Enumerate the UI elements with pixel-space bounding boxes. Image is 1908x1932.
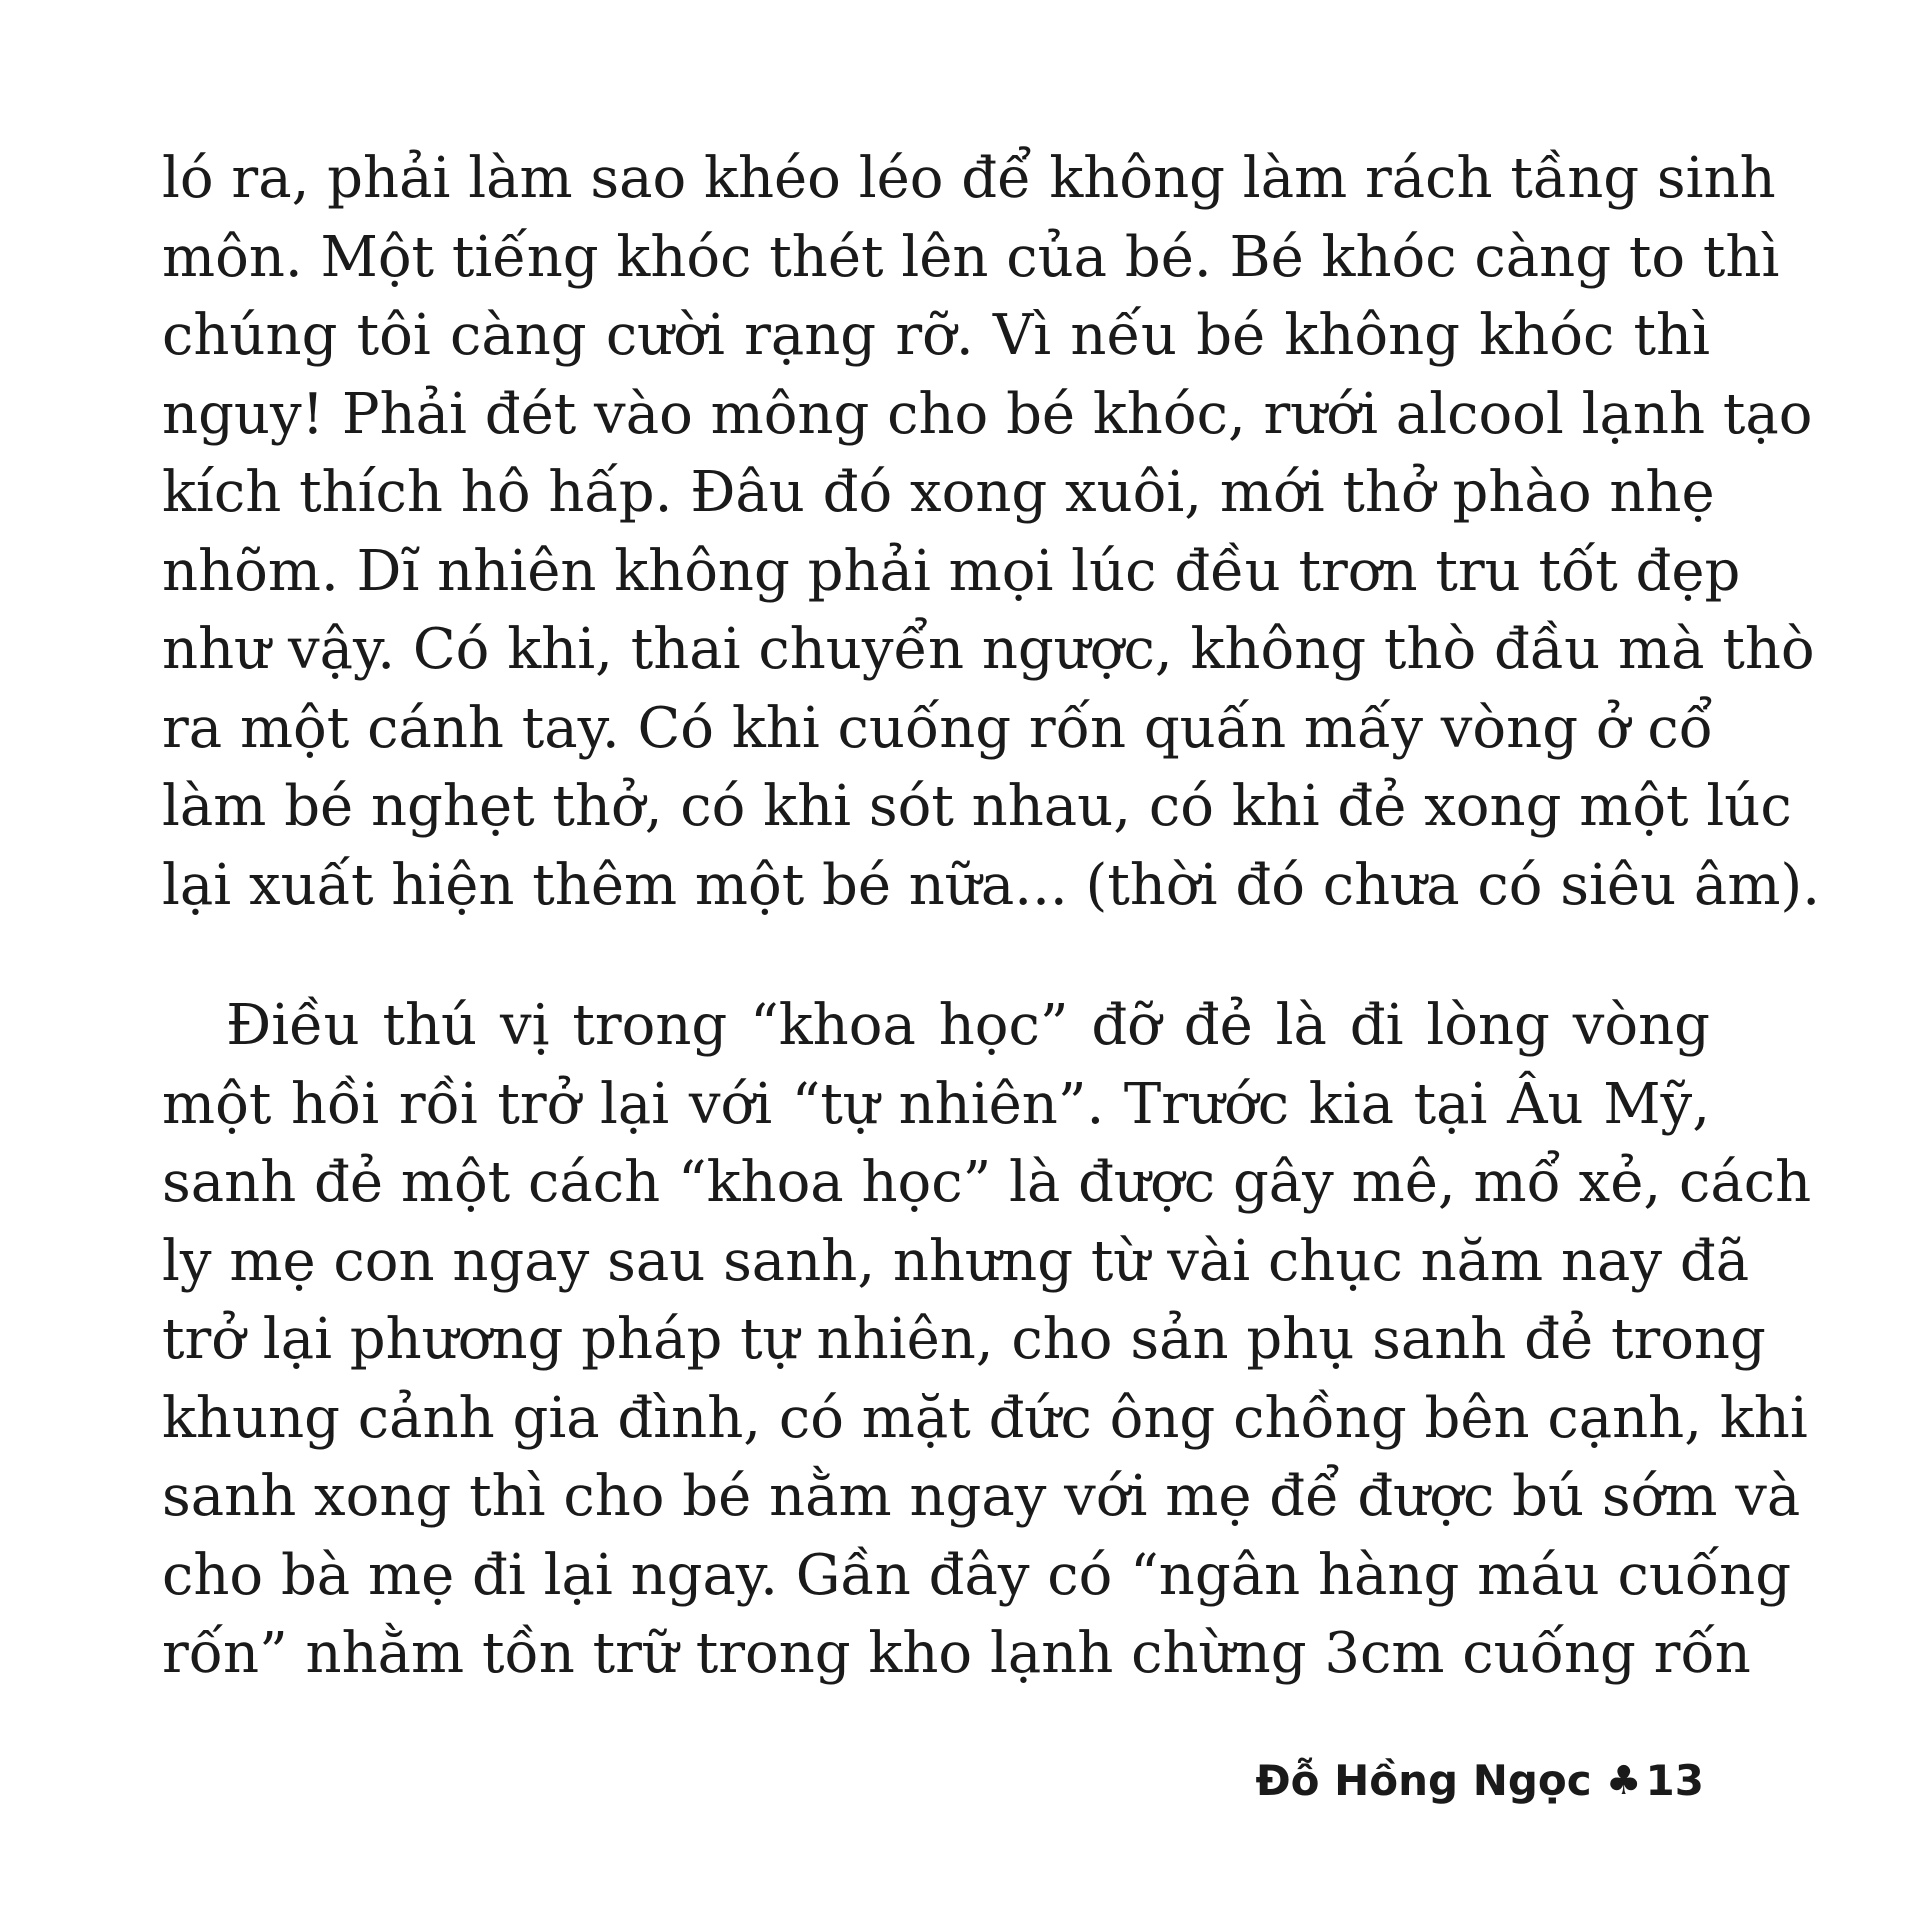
author-name: Đỗ Hồng Ngọc: [1255, 1756, 1592, 1805]
text-line: làm bé nghẹt thở, có khi sót nhau, có khi đẻ xong một lúc: [162, 774, 1792, 839]
page-number-group: [1606, 1755, 1704, 1807]
paragraph-gap: [162, 925, 1710, 987]
text-line: trở lại phương pháp tự nhiên, cho sản phụ sanh đẻ trong: [162, 1307, 1766, 1372]
paragraph-1: [162, 140, 1821, 925]
paragraph-2: [162, 987, 1812, 1694]
text-line: Điều thú vị trong “khoa học” đỡ đẻ là đi lòng vòng: [226, 993, 1710, 1058]
text-line: nguy! Phải đét vào mông cho bé khóc, rưới alcool lạnh tạo: [162, 381, 1813, 447]
text-line: sanh xong thì cho bé nằm ngay với mẹ để được bú sớm và: [162, 1464, 1801, 1529]
text-line: nhõm. Dĩ nhiên không phải mọi lúc đều trơn tru tốt đẹp: [162, 538, 1741, 604]
text-line: khung cảnh gia đình, có mặt đức ông chồng bên cạnh, khi: [162, 1385, 1808, 1451]
text-line: chúng tôi càng cười rạng rỡ. Vì nếu bé không khóc thì: [162, 303, 1710, 368]
text-line: rốn” nhằm tồn trữ trong kho lạnh chừng 3cm cuống rốn: [162, 1621, 1751, 1686]
text-line: ra một cánh tay. Có khi cuống rốn quấn mấy vòng ở cổ: [162, 695, 1713, 761]
text-line: ló ra, phải làm sao khéo léo để không làm rách tầng sinh: [162, 146, 1776, 211]
text-line: lại xuất hiện thêm một bé nữa... (thời đó chưa có siêu âm).: [162, 852, 1821, 918]
text-line: môn. Một tiếng khóc thét lên của bé. Bé khóc càng to thì: [162, 224, 1780, 290]
text-line: sanh đẻ một cách “khoa học” là được gây mê, mổ xẻ, cách: [162, 1150, 1812, 1215]
body-text: [162, 140, 1821, 1694]
text-line: kích thích hô hấp. Đâu đó xong xuôi, mới thở phào nhẹ: [162, 460, 1715, 525]
text-line: một hồi rồi trở lại với “tự nhiên”. Trước kia tại Âu Mỹ,: [162, 1071, 1710, 1137]
club-icon: ♣: [1605, 1758, 1642, 1804]
page-number: 13: [1645, 1756, 1704, 1805]
page-footer: [1255, 1755, 1704, 1807]
text-line: ly mẹ con ngay sau sanh, nhưng từ vài chục năm nay đã: [162, 1228, 1750, 1294]
text-line: cho bà mẹ đi lại ngay. Gần đây có “ngân hàng máu cuống: [162, 1542, 1792, 1608]
text-line: như vậy. Có khi, thai chuyển ngược, không thò đầu mà thò: [162, 617, 1815, 682]
